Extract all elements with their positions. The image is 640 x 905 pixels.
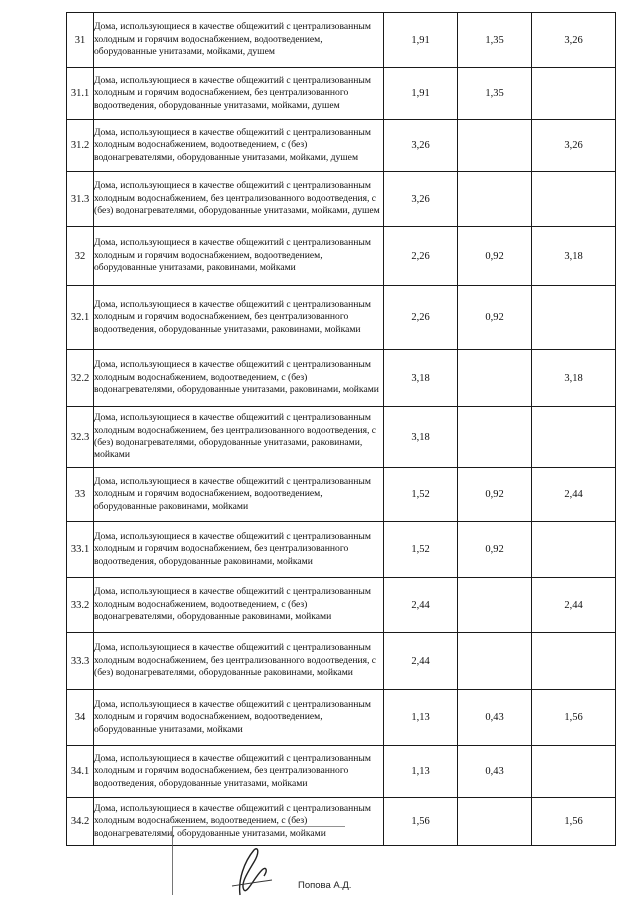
table-row [67, 13, 616, 68]
value-col-1: 1,91 [384, 13, 458, 68]
value-col-2 [458, 633, 532, 690]
row-number: 32.3 [67, 407, 94, 468]
table-row [67, 120, 616, 172]
value-col-2 [458, 120, 532, 172]
signature-mark [210, 840, 290, 900]
value-col-2 [458, 578, 532, 633]
value-col-1: 2,44 [384, 633, 458, 690]
table-row [67, 227, 616, 286]
value-col-1: 2,26 [384, 227, 458, 286]
table-row [67, 68, 616, 120]
value-col-3 [532, 286, 616, 350]
value-col-3: 3,26 [532, 120, 616, 172]
row-number: 32.2 [67, 350, 94, 407]
value-col-3: 2,44 [532, 468, 616, 522]
row-description: Дома, использующиеся в качестве общежитий с централизованным холодным и горячим водоснабжением, без централизованного водоотведения, оборудованные унитазами, раковинами, мойками [94, 286, 384, 350]
table-row [67, 690, 616, 746]
row-number: 31.3 [67, 172, 94, 227]
row-number: 34.2 [67, 798, 94, 846]
row-number: 34.1 [67, 746, 94, 798]
row-description: Дома, использующиеся в качестве общежитий с централизованным холодным и горячим водоснабжением, водоотведением, оборудованные унитазами, раковинами, мойками [94, 227, 384, 286]
row-description: Дома, использующиеся в качестве общежитий с централизованным холодным водоснабжением, водоотведением, с (без) водонагревателями, оборудованные унитазами, мойками, душем [94, 120, 384, 172]
value-col-1: 1,13 [384, 690, 458, 746]
row-description: Дома, использующиеся в качестве общежитий с централизованным холодным и горячим водоснабжением, водоотведением, оборудованные унитазами, мойками, душем [94, 13, 384, 68]
table-row [67, 578, 616, 633]
value-col-2 [458, 172, 532, 227]
table-row [67, 468, 616, 522]
row-number: 32 [67, 227, 94, 286]
value-col-3: 1,56 [532, 798, 616, 846]
value-col-1: 2,26 [384, 286, 458, 350]
value-col-3 [532, 172, 616, 227]
value-col-2 [458, 407, 532, 468]
row-description: Дома, использующиеся в качестве общежитий с централизованным холодным водоснабжением, водоотведением, с (без) водонагревателями, оборудованные раковинами, мойками [94, 578, 384, 633]
value-col-3 [532, 68, 616, 120]
value-col-1: 2,44 [384, 578, 458, 633]
row-number: 33.1 [67, 522, 94, 578]
tariff-table [66, 12, 616, 846]
value-col-3 [532, 746, 616, 798]
row-number: 33.3 [67, 633, 94, 690]
table-row [67, 522, 616, 578]
row-number: 31.2 [67, 120, 94, 172]
table-row [67, 350, 616, 407]
row-description: Дома, использующиеся в качестве общежитий с централизованным холодным водоснабжением, водоотведением, с (без) водонагревателями, оборудованные унитазами, раковинами, мойками [94, 350, 384, 407]
value-col-3: 1,56 [532, 690, 616, 746]
row-description: Дома, использующиеся в качестве общежитий с централизованным холодным водоснабжением, без централизованного водоотведения, с (без) водонагревателями, оборудованные раковинами, мойками [94, 633, 384, 690]
value-col-2: 0,43 [458, 746, 532, 798]
row-number: 34 [67, 690, 94, 746]
value-col-1: 1,91 [384, 68, 458, 120]
row-description: Дома, использующиеся в качестве общежитий с централизованным холодным и горячим водоснабжением, без централизованного водоотведения, оборудованные унитазами, мойками, душем [94, 68, 384, 120]
value-col-1: 3,26 [384, 120, 458, 172]
row-number: 33 [67, 468, 94, 522]
signatory-name: Попова А.Д. [298, 880, 352, 891]
row-description: Дома, использующиеся в качестве общежитий с централизованным холодным водоснабжением, без централизованного водоотведения, с (без) водонагревателями, оборудованные унитазами, раковинами, мойками [94, 407, 384, 468]
value-col-2: 0,92 [458, 227, 532, 286]
value-col-3: 3,18 [532, 227, 616, 286]
row-description: Дома, использующиеся в качестве общежитий с централизованным холодным и горячим водоснабжением, без централизованного водоотведения, оборудованные унитазами, мойками [94, 746, 384, 798]
value-col-3 [532, 407, 616, 468]
value-col-2 [458, 798, 532, 846]
table-row [67, 286, 616, 350]
value-col-1: 1,52 [384, 522, 458, 578]
value-col-1: 3,18 [384, 407, 458, 468]
value-col-2: 0,92 [458, 286, 532, 350]
row-number: 31.1 [67, 68, 94, 120]
row-number: 31 [67, 13, 94, 68]
value-col-1: 1,52 [384, 468, 458, 522]
value-col-1: 1,56 [384, 798, 458, 846]
value-col-2: 0,92 [458, 468, 532, 522]
row-description: Дома, использующиеся в качестве общежитий с централизованным холодным водоснабжением, водоотведением, с (без) водонагревателями, оборудованные унитазами, мойками [94, 798, 384, 846]
value-col-2: 0,43 [458, 690, 532, 746]
value-col-2: 1,35 [458, 13, 532, 68]
value-col-3 [532, 522, 616, 578]
row-description: Дома, использующиеся в качестве общежитий с централизованным холодным и горячим водоснабжением, водоотведением, оборудованные унитазами, мойками [94, 690, 384, 746]
table-row [67, 172, 616, 227]
row-number: 33.2 [67, 578, 94, 633]
table-body [67, 13, 616, 846]
value-col-2: 1,35 [458, 68, 532, 120]
value-col-1: 3,18 [384, 350, 458, 407]
row-description: Дома, использующиеся в качестве общежитий с централизованным холодным водоснабжением, без централизованного водоотведения, с (без) водонагревателями, оборудованные унитазами, мойками, душем [94, 172, 384, 227]
value-col-3: 3,26 [532, 13, 616, 68]
table-row [67, 633, 616, 690]
value-col-2: 0,92 [458, 522, 532, 578]
row-description: Дома, использующиеся в качестве общежитий с централизованным холодным и горячим водоснабжением, без централизованного водоотведения, оборудованные раковинами, мойками [94, 522, 384, 578]
value-col-1: 3,26 [384, 172, 458, 227]
value-col-3: 2,44 [532, 578, 616, 633]
value-col-2 [458, 350, 532, 407]
row-description: Дома, использующиеся в качестве общежитий с централизованным холодным и горячим водоснабжением, водоотведением, оборудованные раковинами, мойками [94, 468, 384, 522]
value-col-3: 3,18 [532, 350, 616, 407]
table-row [67, 407, 616, 468]
table-row [67, 746, 616, 798]
row-number: 32.1 [67, 286, 94, 350]
value-col-3 [532, 633, 616, 690]
value-col-1: 1,13 [384, 746, 458, 798]
